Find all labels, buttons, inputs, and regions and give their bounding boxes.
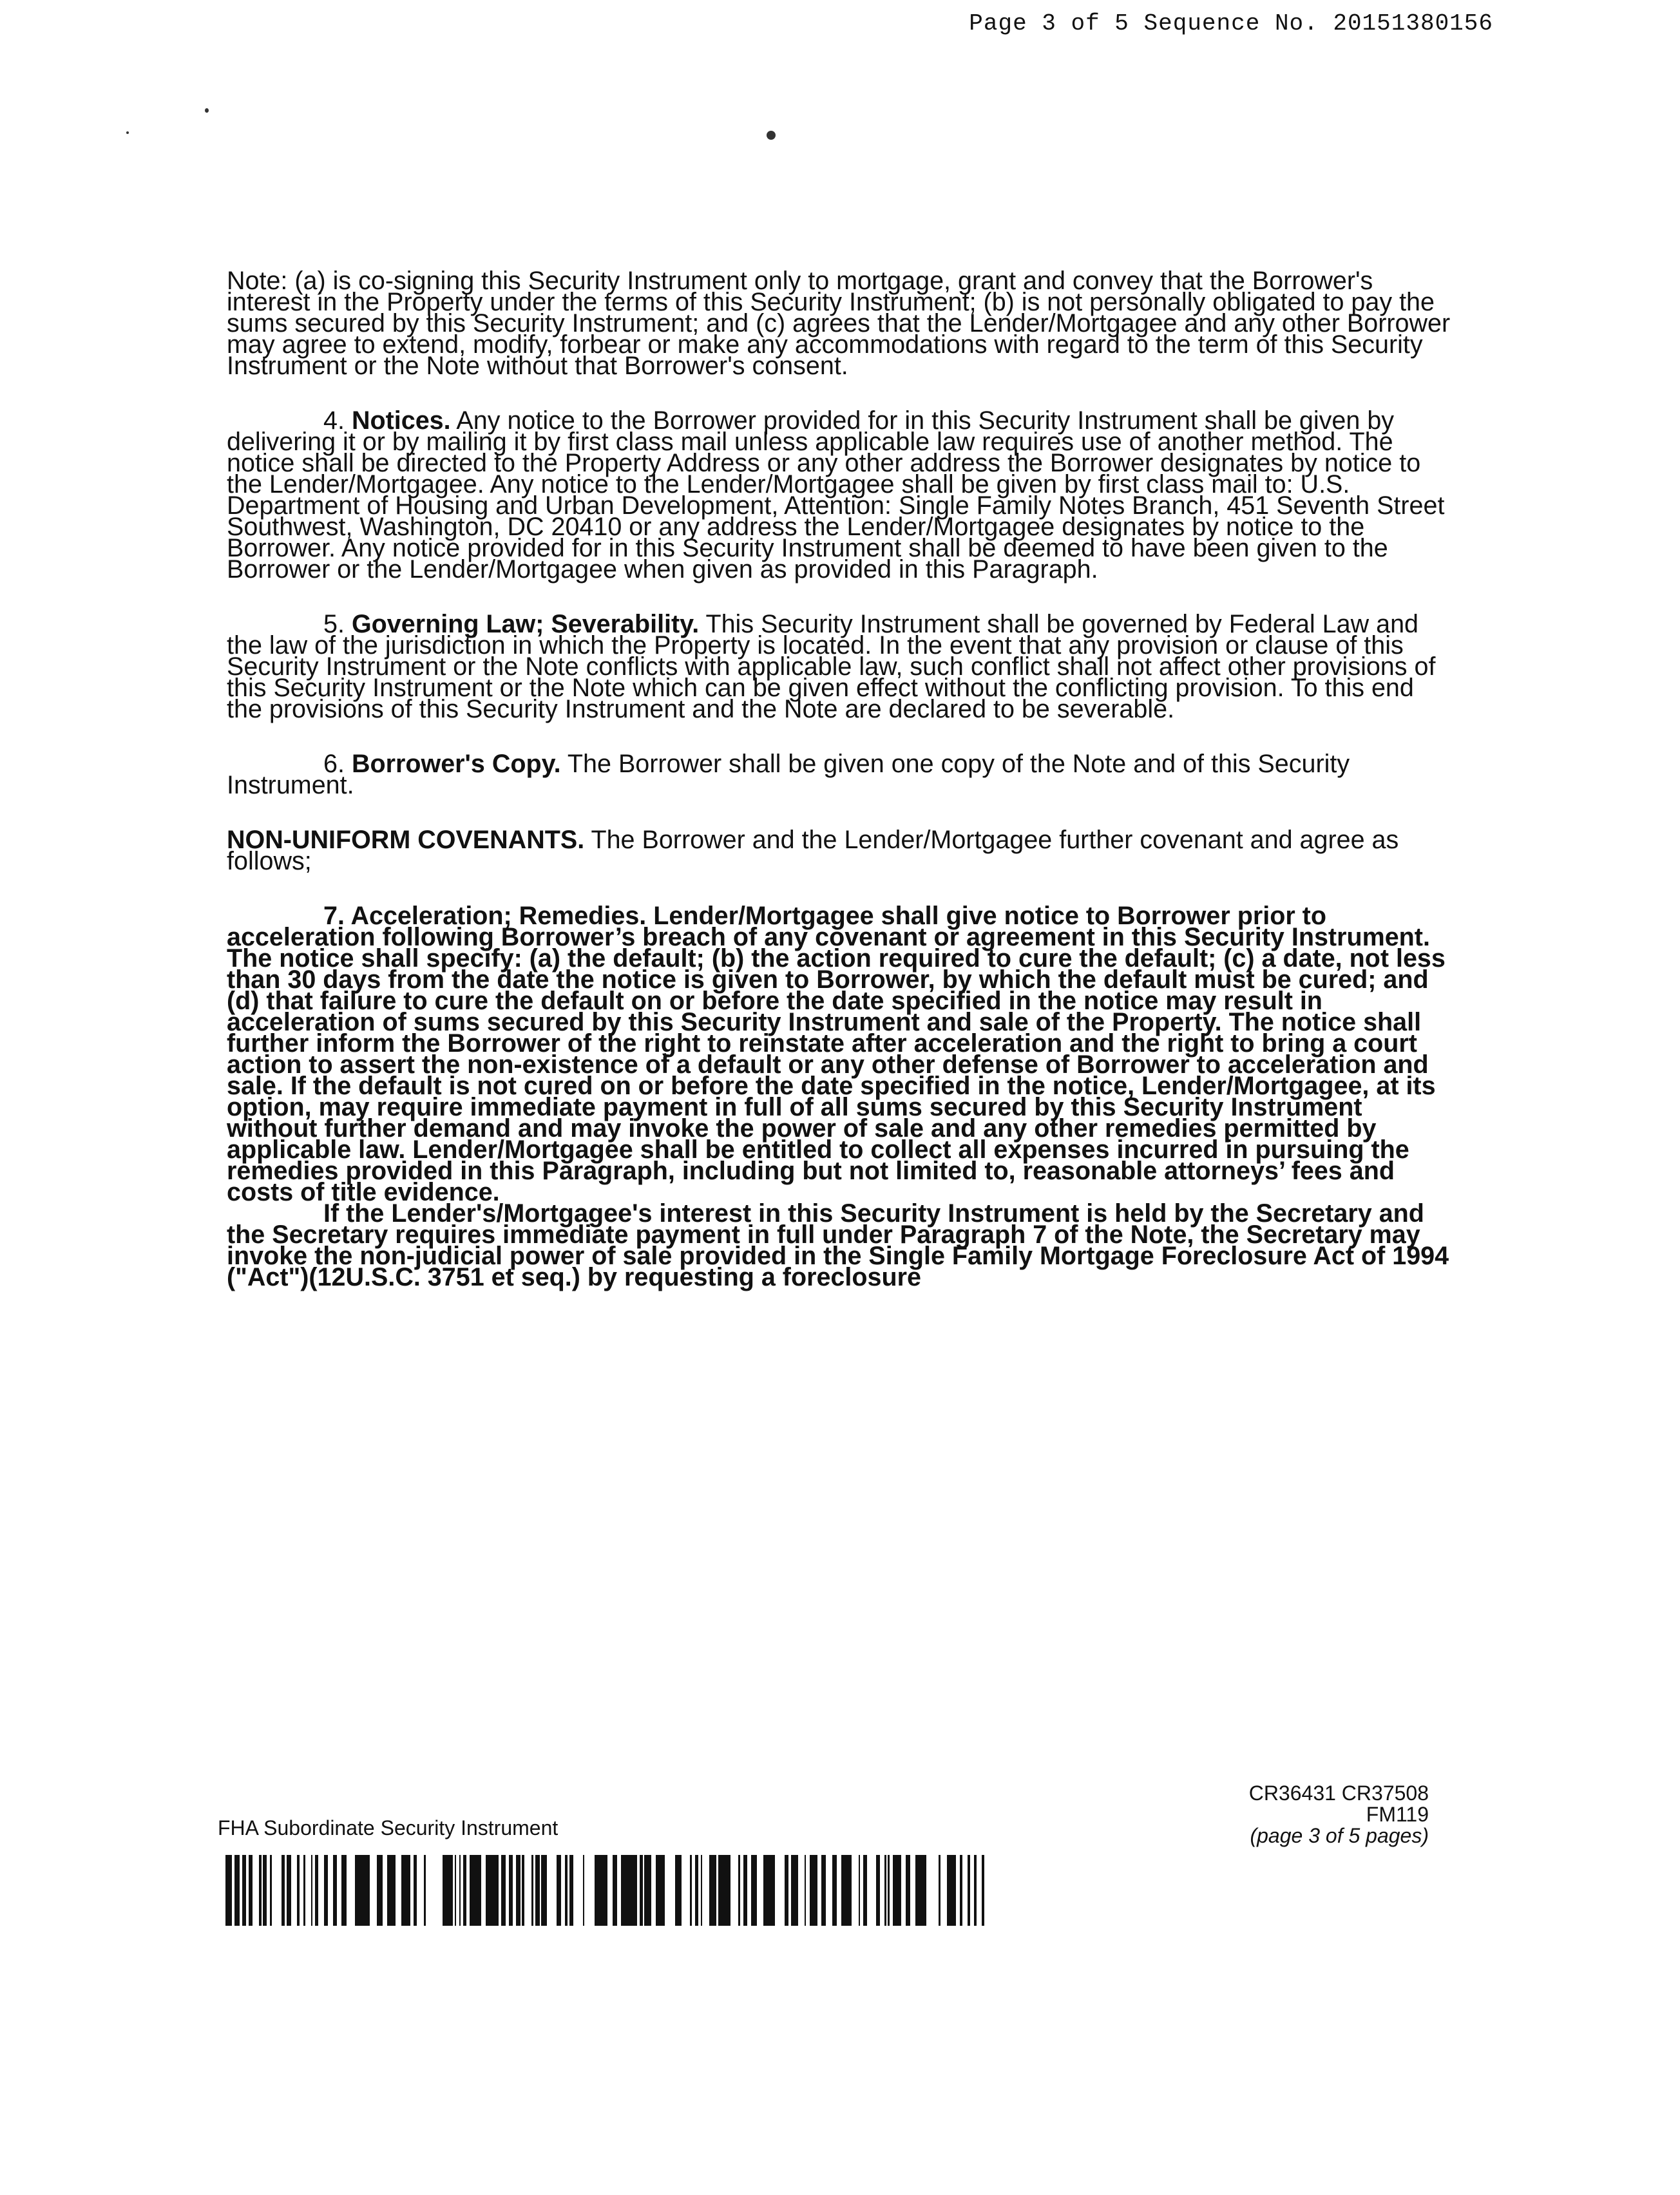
barcode-bar xyxy=(516,1855,520,1926)
barcode-bar xyxy=(901,1855,906,1926)
barcode-bar xyxy=(922,1855,926,1926)
section-title: Borrower's Copy. xyxy=(351,750,561,778)
barcode-bar xyxy=(417,1855,421,1926)
section-title: Notices. xyxy=(351,406,451,435)
scan-speck xyxy=(767,131,776,140)
barcode-bar xyxy=(557,1855,561,1926)
barcode-bar xyxy=(832,1855,837,1926)
form-codes: CR36431 CR37508 xyxy=(1248,1782,1429,1805)
section-title: NON-UNIFORM COVENANTS. xyxy=(227,826,585,854)
barcode-bar xyxy=(361,1855,366,1926)
scan-speck xyxy=(205,108,209,113)
barcode-bar xyxy=(977,1855,982,1926)
barcode-bar xyxy=(947,1855,956,1926)
barcode-bar xyxy=(826,1855,830,1926)
section-body: The Borrower shall be given one copy of the Note and of this Security Instrument. xyxy=(227,750,1350,799)
barcode-bar xyxy=(292,1855,297,1926)
barcode-bar xyxy=(962,1855,968,1926)
pdf417-barcode xyxy=(225,1855,992,1926)
barcode-bar xyxy=(768,1855,772,1926)
section-number: 5. xyxy=(323,610,345,638)
barcode-bar xyxy=(474,1855,479,1926)
section-number: 6. xyxy=(323,750,345,778)
section-5-governing-law xyxy=(227,610,1451,723)
barcode-bar xyxy=(396,1855,400,1926)
barcode-bar xyxy=(984,1855,988,1926)
section-7-secretary-paragraph: If the Lender's/Mortgagee's interest in this Security Instrument is held by the Secretary and the Secretary requires immediate payment in full under Paragraph 7 of the Note, the Secretary may invoke the non-judicial power of sale provided in the Single Family Mortgage Foreclosure Act of 1994 ("Act")(12U.S.C. 3751 et seq.) by requesting a foreclosure xyxy=(227,1199,1449,1291)
barcode-bar xyxy=(573,1855,578,1926)
barcode-bar xyxy=(723,1855,727,1926)
barcode-bar xyxy=(600,1855,605,1926)
section-7-acceleration: 7. Acceleration; Remedies. Lender/Mortgagee shall give notice to Borrower prior to acceleration following Borrower’s breach of any covenant or agreement in this Security Instrument. The notice shall specify: (a) the default; (b) the action required to cure the default; (c) a date, not less than 30 days from the date the notice is given to Borrower, by which the default must be cured; and (d) that failure to cure the default on or before the date specified in the notice may result in acceleration of sums secured by this Security Instrument and sale of the Property. The notice shall further inform the Borrower of the right to reinstate after acceleration and the right to bring a court action to assert the non-existence of a default or any other defense of Borrower to acceleration and sale. If the default is not cured on or before the date specified in the notice, Lender/Mortgagee, at its option, may require immediate payment in full of all sums secured by this Security Instrument without further demand and may invoke the power of sale and any other remedies permitted by applicable law. Lender/Mortgagee shall be entitled to collect all expenses incurred in pursuing the remedies provided in this Paragraph, including but not limited to, reasonable attorneys’ fees and costs of title evidence. xyxy=(227,902,1446,1206)
barcode-bar xyxy=(837,1855,841,1926)
barcode-bar xyxy=(821,1855,826,1926)
barcode-bar xyxy=(940,1855,945,1926)
barcode-bar xyxy=(481,1855,486,1926)
section-number: 4. xyxy=(323,406,345,435)
barcode-bar xyxy=(718,1855,723,1926)
section-4-notices xyxy=(227,406,1451,584)
note-paragraph: Note: (a) is co-signing this Security Instrument only to mortgage, grant and convey that the Borrower's interest in the Property under the terms of this Security Instrument; (b) is not personally obligated to pay the sums secured by this Security Instrument; and (c) agrees that the Lender/Mortgagee and any other Borrower may agree to extend, modify, forbear or make any accommodations with regard to the term of this Security Instrument or the Note without that Borrower's consent. xyxy=(227,267,1451,380)
barcode-bar xyxy=(225,1855,232,1926)
section-6-borrowers-copy xyxy=(227,750,1451,799)
document-body xyxy=(227,267,1451,1291)
barcode-bar xyxy=(712,1855,716,1926)
barcode-bar xyxy=(287,1855,291,1926)
barcode-bar xyxy=(337,1855,341,1926)
barcode-bar xyxy=(633,1855,637,1926)
section-title: Governing Law; Severability. xyxy=(351,610,700,638)
barcode-bar xyxy=(234,1855,240,1926)
barcode-bar xyxy=(501,1855,506,1926)
section-body: This Security Instrument shall be governed by Federal Law and the law of the jurisdiction in which the Property is located. In the event that any provision or clause of this Security Instrument or the Note conflicts with applicable law, such conflict shall not affect other provisions of this Security Instrument or the Note which can be given effect without the conflicting provision. To this end the provisions of this Security Instrument and the Note are declared to be severable. xyxy=(227,610,1436,723)
scan-speck xyxy=(126,131,129,134)
non-uniform-covenants xyxy=(227,826,1451,875)
form-codes-block xyxy=(1249,1783,1429,1847)
page-sequence-stamp: Page 3 of 5 Sequence No. 20151380156 xyxy=(969,10,1493,37)
section-body: The Borrower and the Lender/Mortgagee further covenant and agree as follows; xyxy=(227,826,1399,875)
barcode-bar xyxy=(906,1855,910,1926)
barcode-bar xyxy=(870,1855,875,1926)
barcode-bar xyxy=(253,1855,259,1926)
barcode-bar xyxy=(357,1855,361,1926)
barcode-bar xyxy=(535,1855,540,1926)
barcode-bar xyxy=(584,1855,589,1926)
page-of-pages: (page 3 of 5 pages) xyxy=(1250,1824,1429,1847)
section-body: Any notice to the Borrower provided for in this Security Instrument shall be given by delivering it or by mailing it by first class mail unless applicable law requires use of another method. The notice shall be directed to the Property Address or any other address the Borrower designates by notice to the Lender/Mortgagee. Any notice to the Lender/Mortgagee shall be given by first class mail to: U.S. Department of Housing and Urban Development, Attention: Single Family Notes Branch, 451 Seventh Street Southwest, Washington, DC 20410 or any address the Lender/Mortgagee designates by notice to the Borrower. Any notice provided for in this Security Instrument shall be deemed to have been given to the Borrower or the Lender/Mortgagee when given as provided in this Paragraph. xyxy=(227,406,1445,584)
barcode-bar xyxy=(667,1855,672,1926)
form-name: FHA Subordinate Security Instrument xyxy=(218,1816,558,1839)
form-number: FM119 xyxy=(1366,1803,1429,1826)
barcode-bar xyxy=(621,1855,625,1926)
